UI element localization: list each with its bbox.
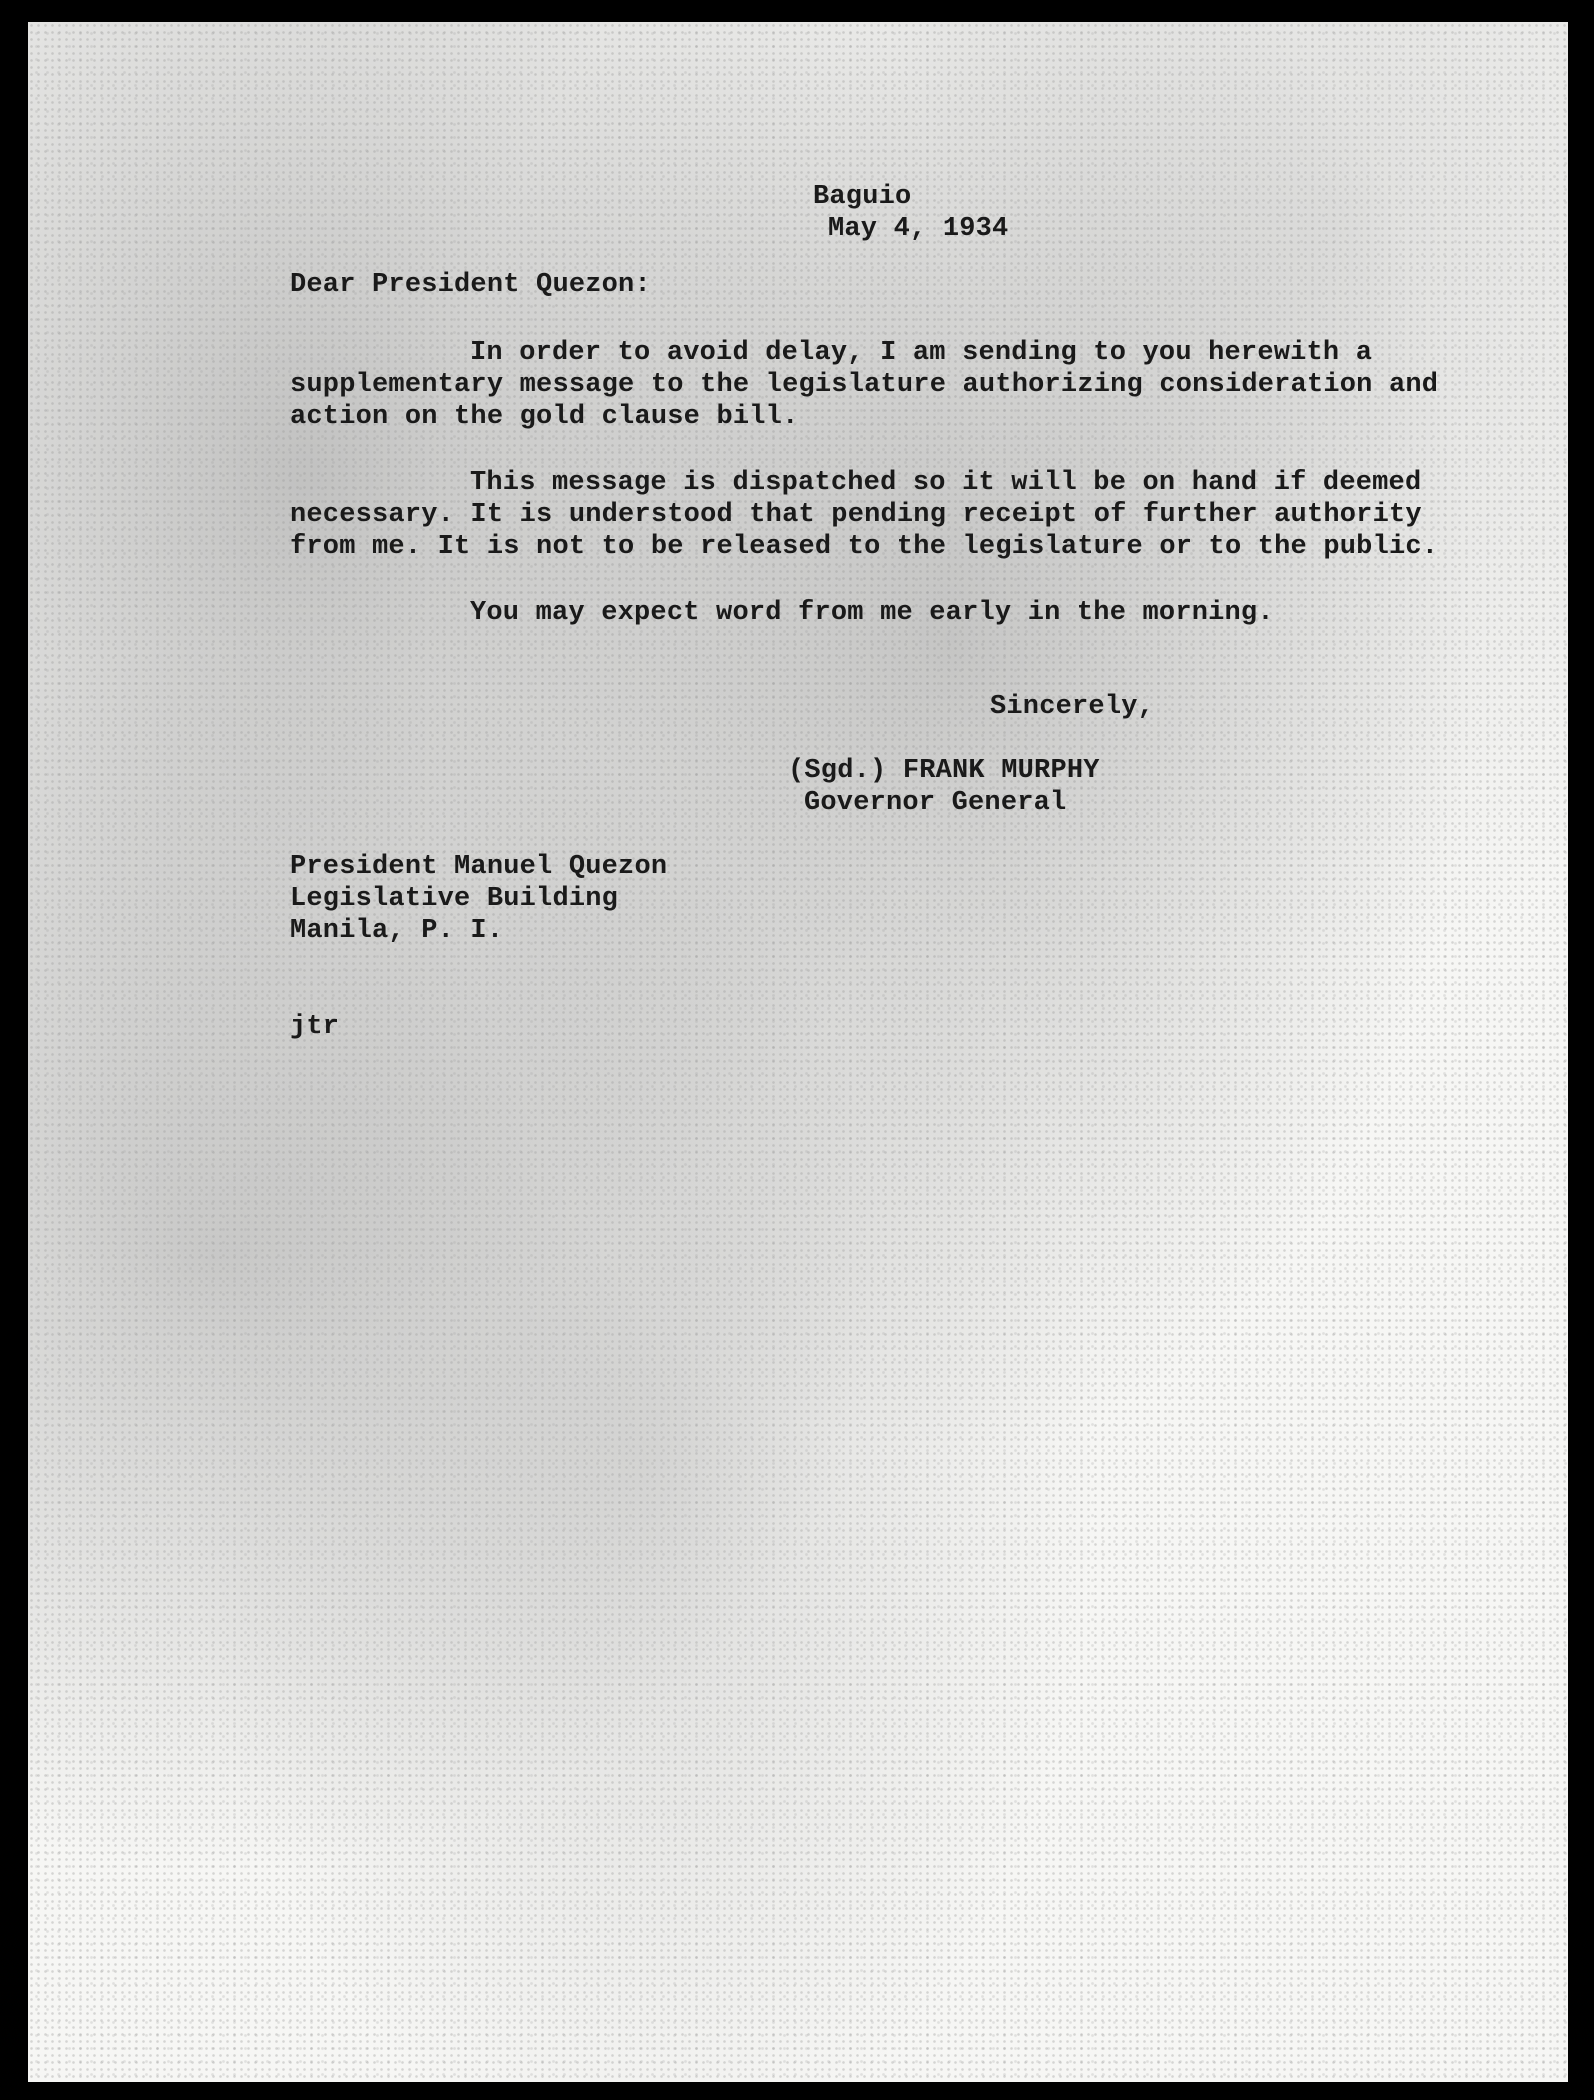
- para2-line3: from me. It is not to be released to the legislature or to the public.: [290, 532, 1439, 562]
- place: Baguio: [813, 182, 912, 212]
- para2-line1: This message is dispatched so it will be on hand if deemed: [470, 468, 1422, 498]
- signature-title: Governor General: [804, 788, 1067, 818]
- signature: (Sgd.) FRANK MURPHY: [788, 756, 1100, 786]
- date: May 4, 1934: [828, 214, 1009, 244]
- para1-line2: supplementary message to the legislature authorizing consideration and: [290, 370, 1439, 400]
- para3: You may expect word from me early in the morning.: [470, 598, 1274, 628]
- recipient-line3: Manila, P. I.: [290, 916, 504, 946]
- salutation: Dear President Quezon:: [290, 270, 651, 300]
- recipient-line1: President Manuel Quezon: [290, 852, 668, 882]
- closing: Sincerely,: [990, 692, 1155, 722]
- typist-initials: jtr: [290, 1012, 340, 1042]
- para1-line1: In order to avoid delay, I am sending to you herewith a: [470, 338, 1373, 368]
- document-page: [28, 22, 1568, 2082]
- recipient-line2: Legislative Building: [290, 884, 619, 914]
- para1-line3: action on the gold clause bill.: [290, 402, 799, 432]
- para2-line2: necessary. It is understood that pending receipt of further authority: [290, 500, 1422, 530]
